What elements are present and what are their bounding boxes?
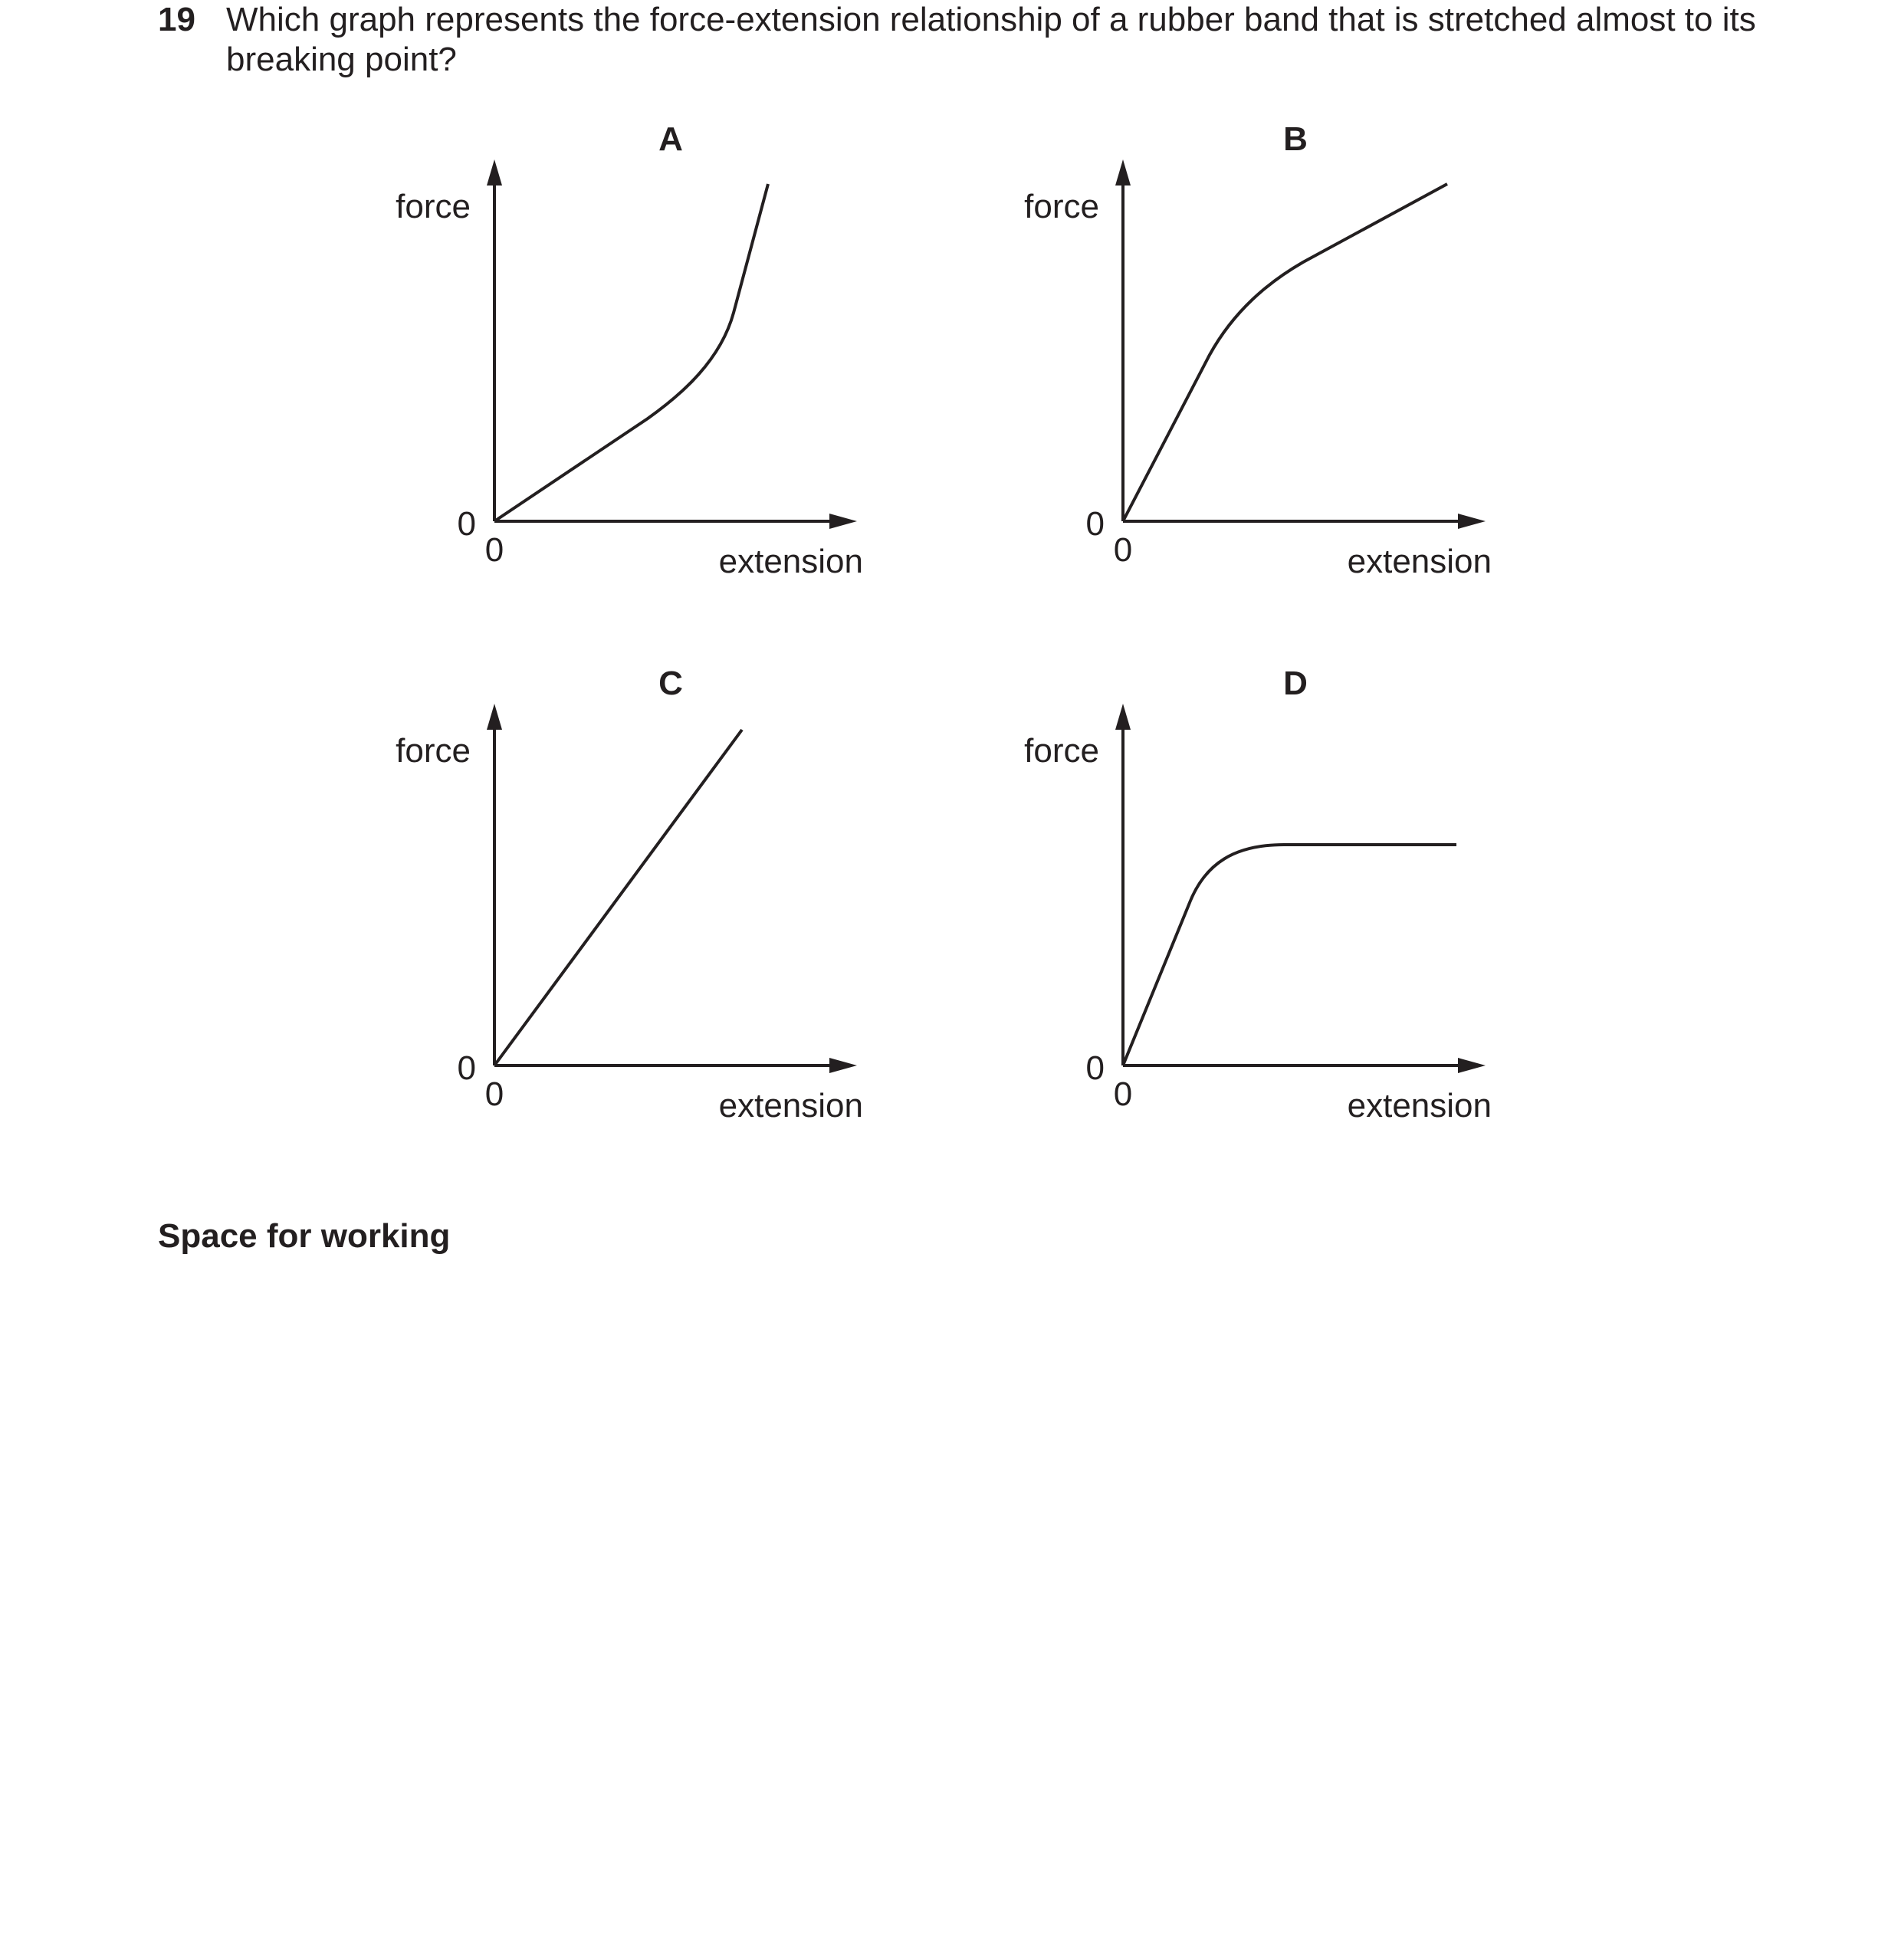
origin-y-label: 0: [1085, 1049, 1105, 1087]
x-axis-arrow-icon: [1458, 1058, 1486, 1073]
graph-a: [376, 115, 928, 636]
origin-x-label: 0: [484, 1075, 504, 1113]
graph-letter: C: [658, 665, 683, 702]
question-number: 19: [158, 1, 195, 38]
y-axis-arrow-icon: [487, 159, 502, 185]
x-axis-label: extension: [1347, 543, 1492, 580]
y-axis-arrow-icon: [487, 704, 502, 730]
graph-letter: D: [1283, 665, 1308, 702]
x-axis-label: extension: [718, 543, 863, 580]
graph-c: [376, 659, 928, 1180]
y-axis-label: force: [1024, 732, 1099, 770]
origin-x-label: 0: [1113, 1075, 1133, 1113]
y-axis-arrow-icon: [1115, 159, 1131, 185]
graph-curve: [494, 184, 768, 521]
graph-curve: [1123, 184, 1447, 521]
origin-x-label: 0: [1113, 531, 1133, 569]
y-axis-arrow-icon: [1115, 704, 1131, 730]
origin-y-label: 0: [457, 505, 476, 543]
origin-x-label: 0: [484, 531, 504, 569]
y-axis-label: force: [396, 732, 471, 770]
graph-letter: B: [1283, 120, 1308, 158]
question-text: Which graph represents the force-extension relationship of a rubber band that is stretched almost to its breaking point?: [226, 1, 1756, 78]
x-axis-arrow-icon: [1458, 514, 1486, 529]
graph-d: [1004, 659, 1556, 1180]
x-axis-arrow-icon: [829, 514, 857, 529]
origin-y-label: 0: [457, 1049, 476, 1087]
graph-letter: A: [658, 120, 683, 158]
working-space-label: Space for working: [158, 1217, 451, 1255]
x-axis-label: extension: [1347, 1087, 1492, 1124]
y-axis-label: force: [1024, 188, 1099, 225]
x-axis-arrow-icon: [829, 1058, 857, 1073]
graph-curve: [494, 730, 742, 1065]
graph-b: [1004, 115, 1556, 636]
graph-curve: [1123, 845, 1456, 1065]
origin-y-label: 0: [1085, 505, 1105, 543]
y-axis-label: force: [396, 188, 471, 225]
x-axis-label: extension: [718, 1087, 863, 1124]
